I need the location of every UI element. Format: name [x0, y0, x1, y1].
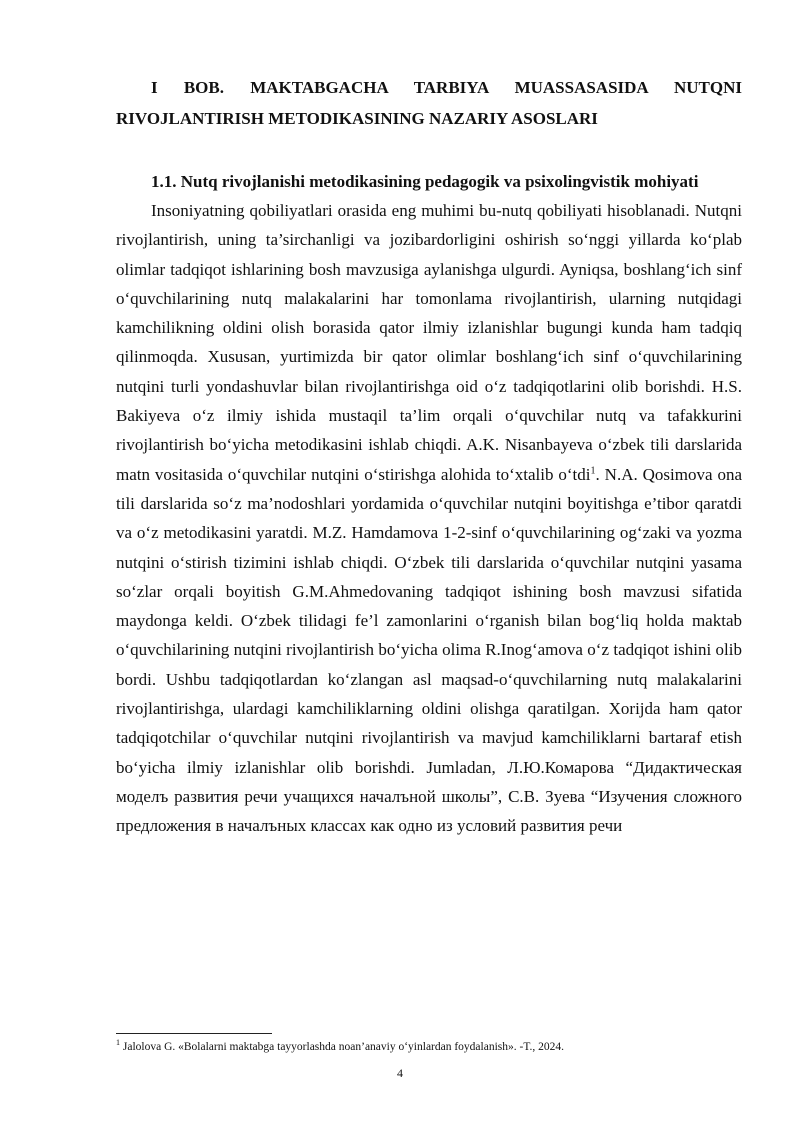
body-text-part-2: . N.A. Qosimova ona tili darslarida so‘z ma’nodoshlari yordamida o‘quvchilar nutqini boyitishga e’tibor qaratdi va o‘z metodikasini yaratdi. M.Z. Hamdamova 1-2-sinf o‘quvchilarining og‘zaki va yozma nutqini o‘stirish tizimini ishlab chiqdi. O‘zbek tili darslarida o‘quvchilar nutqini yasama so‘zlar orqali boyitish G.M.Ahmedovaning tadqiqot ishining bosh mavzusi sifatida maydonga keldi. O‘zbek tilidagi fe’l zamonlarini o‘rganish bilan bog‘liq holda maktab o‘quvchilarining nutqini rivojlantirish bo‘yicha olima R.Inog‘amova o‘z tadqiqot ishini olib bordi. Ushbu tadqiqotlardan ko‘zlangan asl maqsad-o‘quvchilarning nutq malakalarini rivojlantirishga, ulardagi kamchiliklarning oldini olishga qaratilgan. Xorijda ham qator tadqiqotchilar o‘quvchilar nutqini rivojlantirish va mavjud kamchiliklarni bartaraf etish bo‘yicha ilmiy izlanishlar olib borishdi. Jumladan, Л.Ю.Комарова “Дидактическая моделъ развития речи учащихся началъной школы”, С.В. Зуева “Изучения сложного предложения в началъных классах как одно из условий развития речи	[116, 464, 743, 836]
body-paragraph	[116, 196, 742, 841]
footnote-reference[interactable]: 1	[590, 465, 596, 477]
chapter-title: I BOB. MAKTABGACHA TARBIYA MUASSASASIDA NUTQNI RIVOJLANTIRISH METODIKASINING NAZARIY ASOSLARI	[116, 78, 742, 128]
footnote-separator	[116, 1033, 272, 1034]
page-number: 4	[397, 1066, 403, 1080]
section-title: 1.1. Nutq rivojlanishi metodikasining pedagogik va psixolingvistik mohiyati	[151, 172, 699, 191]
body-text-part-1: Insoniyatning qobiliyatlari orasida eng muhimi bu-nutq qobiliyati hisoblanadi. Nutqni rivojlantirish, uning ta’sirchanligi va jozibardorligini oshirish so‘nggi yillarda ko‘plab olimlar tadqiqot ishlarining bosh mavzusiga aylanishga ulgurdi. Ayniqsa, boshlang‘ich sinf o‘quvchilarining nutq malakalarini har tomonlama rivojlantirish, ularning nutqidagi kamchilikning oldini olish borasida qator ilmiy izlanishlar bugungi kunda ham tadqiq qilinmoqda. Xususan, yurtimizda bir qator olimlar boshlang‘ich sinf o‘quvchilarining nutqini turli yondashuvlar bilan rivojlantirishga oid o‘z tadqiqotlarini olib borishdi. H.S. Bakiyeva o‘z ilmiy ishida mustaqil ta’lim orqali o‘quvchilar nutq va tafakkurini rivojlantirish bo‘yicha metodikasini ishlab chiqdi. A.K. Nisanbayeva o‘zbek tili darslarida matn vositasida o‘quvchilar nutqini o‘stirishga alohida to‘xtalib o‘tdi	[116, 201, 742, 484]
page-content	[116, 72, 742, 841]
footnote-number: 1	[116, 1038, 120, 1048]
footnote	[116, 1039, 742, 1055]
footnote-text: Jalolova G. «Bolalarni maktabga tayyorlashda noan’anaviy o‘yinlardan foydalanish». -T., 2024.	[120, 1041, 565, 1053]
